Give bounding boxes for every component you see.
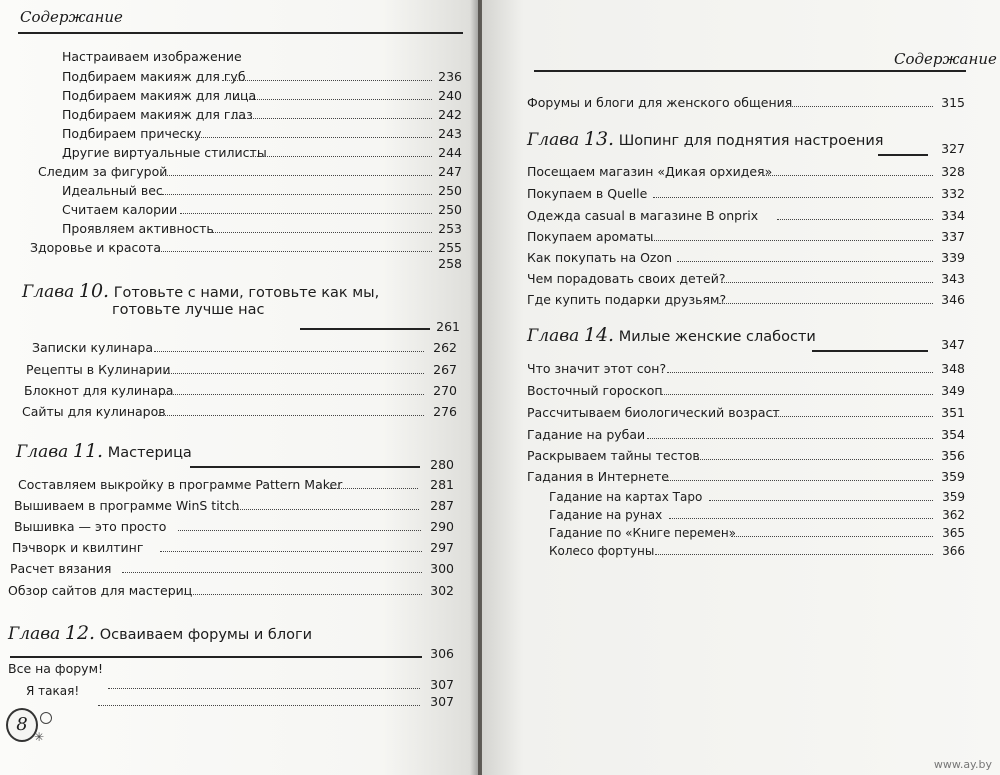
toc-entry-title: Гадание по «Книге перемен» (549, 526, 737, 540)
dot-leader (651, 240, 933, 241)
toc-entry (62, 68, 462, 84)
chapter-10-heading-line2 (112, 302, 264, 318)
dot-leader (122, 572, 422, 573)
toc-entry-page-only (8, 693, 454, 709)
toc-entry-title: Все на форум! (8, 661, 104, 676)
chapter-page: 280 (430, 457, 454, 472)
toc-entry (527, 94, 965, 110)
chapter-page: 327 (941, 141, 965, 156)
dot-leader (154, 351, 424, 352)
watermark: www.ay.by (933, 758, 992, 771)
toc-entry-title: Записки кулинара (32, 340, 153, 355)
toc-entry (527, 207, 965, 223)
toc-entry-page: 287 (430, 498, 454, 513)
toc-subentry (549, 525, 965, 540)
toc-entry (527, 404, 965, 420)
toc-entry-title: Покупаем в Quelle (527, 186, 648, 201)
chapter-word: Глава (16, 442, 69, 462)
toc-entry-page: 366 (942, 544, 965, 558)
toc-entry-title: Покупаем ароматы (527, 229, 654, 244)
dot-leader (232, 118, 432, 119)
dot-leader (771, 416, 933, 417)
dot-leader (777, 219, 933, 220)
chapter-number: 13 (583, 128, 609, 150)
dot-leader (160, 551, 422, 552)
toc-entry-page: 247 (438, 164, 462, 179)
toc-entry-title: Я такая! (26, 684, 80, 698)
dot-leader (697, 459, 933, 460)
dot-leader (222, 80, 432, 81)
dot-leader (250, 156, 432, 157)
toc-entry (24, 382, 457, 398)
toc-entry-title: Вышиваем в программе WinS titch (14, 498, 240, 513)
toc-entry-title: Подбираем макияж для губ (62, 69, 246, 84)
toc-entry-title: Блокнот для кулинара (24, 383, 174, 398)
toc-entry-title: Как покупать на Ozon (527, 250, 673, 265)
toc-entry-title: Рассчитываем биологический возраст (527, 405, 780, 420)
toc-entry-title: Следим за фигурой (38, 164, 168, 179)
dot-leader (709, 500, 933, 501)
dot-leader (669, 518, 933, 519)
toc-entry-title: Идеальный вес (62, 183, 163, 198)
toc-entry-page: 307 (430, 677, 454, 692)
dot-leader (647, 438, 933, 439)
toc-entry (32, 339, 457, 355)
toc-entry (62, 106, 462, 122)
toc-entry (527, 270, 965, 286)
toc-entry-page: 337 (941, 229, 965, 244)
toc-entry (30, 255, 462, 271)
toc-entry-title: Чем порадовать своих детей? (527, 271, 726, 286)
chapter-word: Глава (527, 130, 580, 150)
toc-entry-page: 253 (438, 221, 462, 236)
page-number-badge: 8 (6, 708, 38, 742)
chapter-word: Глава (22, 282, 75, 302)
dot-leader (164, 373, 424, 374)
toc-entry-title: Гадание на рубаи (527, 427, 646, 442)
toc-entry-title: Форумы и блоги для женского общения (527, 95, 793, 110)
toc-entry-title: Где купить подарки друзьям? (527, 292, 727, 307)
chapter-page-row (527, 140, 965, 156)
toc-entry-title: Гадание на рунах (549, 508, 663, 522)
toc-subentry (549, 543, 965, 558)
dot-leader (158, 251, 432, 252)
dot-leader (719, 303, 933, 304)
chapter-number: 14 (583, 324, 609, 346)
toc-entry-page: 281 (430, 477, 454, 492)
toc-entry-page: 262 (433, 340, 457, 355)
chapter-title: Готовьте с нами, готовьте как мы, (113, 285, 380, 301)
toc-entry-title: Сайты для кулинаров (22, 404, 166, 419)
dot-leader (158, 415, 424, 416)
toc-entry-page: 348 (941, 361, 965, 376)
toc-entry (18, 476, 454, 492)
toc-entry-page: 240 (438, 88, 462, 103)
dot-leader (180, 213, 432, 214)
toc-entry (30, 239, 462, 255)
toc-entry-title: Подбираем макияж для лица (62, 88, 257, 103)
toc-entry-page: 258 (438, 256, 462, 271)
chapter-number: 11 (72, 440, 98, 462)
chapter-12-heading: Глава 12. Осваиваем форумы и блоги (8, 622, 313, 644)
toc-entry-page: 328 (941, 164, 965, 179)
toc-entry (527, 249, 965, 265)
toc-entry-page: 359 (942, 490, 965, 504)
toc-entry (10, 560, 454, 576)
toc-entry-page: 349 (941, 383, 965, 398)
chapter-13-heading: Глава 13. Шопинг для поднятия настроения (527, 128, 884, 150)
right-header-rule (534, 70, 966, 72)
dot-leader (667, 480, 933, 481)
dot-leader (721, 282, 933, 283)
toc-entry-page: 346 (941, 292, 965, 307)
toc-entry-page: 334 (941, 208, 965, 223)
toc-entry (527, 185, 965, 201)
chapter-11-heading: Глава 11. Мастерица (16, 440, 192, 462)
dot-leader (763, 175, 933, 176)
dot-leader (785, 106, 933, 107)
dot-leader (330, 488, 418, 489)
toc-entry-title: Что значит этот сон? (527, 361, 667, 376)
toc-entry (62, 48, 462, 64)
toc-entry-page: 244 (438, 145, 462, 160)
toc-entry (14, 518, 454, 534)
chapter-page-row (527, 336, 965, 352)
dot-leader (677, 261, 933, 262)
dot-leader (667, 372, 933, 373)
toc-entry-title: Гадание на картах Таро (549, 490, 703, 504)
toc-entry (14, 497, 454, 513)
toc-subentry (549, 507, 965, 522)
toc-entry (527, 382, 965, 398)
toc-entry-page: 236 (438, 69, 462, 84)
toc-entry-title: Подбираем макияж для глаз (62, 107, 253, 122)
toc-entry-page: 332 (941, 186, 965, 201)
toc-entry (62, 144, 462, 160)
toc-entry-page: 365 (942, 526, 965, 540)
toc-entry-title: Обзор сайтов для мастериц (8, 583, 193, 598)
toc-entry-title: Считаем калории (62, 202, 178, 217)
ornament-circle-icon (40, 712, 52, 724)
toc-entry-page: 297 (430, 540, 454, 555)
toc-entry-page: 343 (941, 271, 965, 286)
toc-entry (62, 201, 462, 217)
toc-entry-page: 302 (430, 583, 454, 598)
toc-subentry (549, 489, 965, 504)
toc-entry (26, 361, 457, 377)
toc-entry-page: 242 (438, 107, 462, 122)
right-page (482, 0, 1000, 775)
toc-entry-page: 359 (941, 469, 965, 484)
toc-entry-page: 354 (941, 427, 965, 442)
toc-entry-title: Рецепты в Кулинарии (26, 362, 171, 377)
chapter-page-row (8, 645, 454, 661)
toc-entry-page: 290 (430, 519, 454, 534)
chapter-page: 306 (430, 646, 454, 661)
toc-entry-title: Пэчворк и квилтинг (12, 540, 144, 555)
toc-entry-page: 243 (438, 126, 462, 141)
toc-entry-title: Вышивка — это просто (14, 519, 167, 534)
chapter-title: Осваиваем форумы и блоги (99, 627, 313, 643)
toc-entry-title: Подбираем прическу (62, 126, 202, 141)
chapter-page-row (22, 318, 460, 334)
toc-entry-page: 315 (941, 95, 965, 110)
dot-leader (661, 394, 933, 395)
chapter-title: Милые женские слабости (618, 329, 816, 345)
chapter-10-heading: Глава 10. Готовьте с нами, готовьте как мы, (22, 280, 380, 302)
dot-leader (98, 705, 420, 706)
chapter-14-heading: Глава 14. Милые женские слабости (527, 324, 816, 346)
toc-entry-title: Настраиваем изображение (62, 49, 242, 64)
toc-entry (62, 182, 462, 198)
toc-entry-title: Расчет вязания (10, 561, 112, 576)
toc-entry-page: 250 (438, 183, 462, 198)
dot-leader (184, 594, 422, 595)
toc-entry-title: Здоровье и красота (30, 240, 161, 255)
toc-entry (62, 220, 462, 236)
toc-entry (527, 468, 965, 484)
toc-entry (38, 163, 462, 179)
left-header-rule (18, 32, 463, 34)
toc-entry (527, 228, 965, 244)
toc-entry-title: Одежда casual в магазине В onprix (527, 208, 759, 223)
ornament-star-icon: ✳ (34, 730, 45, 744)
toc-entry-page: 270 (433, 383, 457, 398)
dot-leader (162, 194, 432, 195)
toc-entry-title: Колесо фортуны (549, 544, 655, 558)
toc-entry-page: 300 (430, 561, 454, 576)
toc-entry-page: 276 (433, 404, 457, 419)
toc-entry-title: Другие виртуальные стилисты (62, 145, 267, 160)
dot-leader (653, 197, 933, 198)
toc-entry-title: Посещаем магазин «Дикая орхидея» (527, 164, 773, 179)
dot-leader (234, 509, 419, 510)
toc-entry (62, 125, 462, 141)
toc-entry (62, 87, 462, 103)
dot-leader (212, 232, 432, 233)
toc-entry (527, 360, 965, 376)
toc-entry-page: 307 (430, 694, 454, 709)
toc-entry-title: Проявляем активность (62, 221, 214, 236)
toc-entry-title: Восточный гороскоп (527, 383, 663, 398)
toc-entry-page: 362 (942, 508, 965, 522)
dot-leader (160, 394, 424, 395)
toc-entry (527, 426, 965, 442)
chapter-page: 261 (436, 319, 460, 334)
chapter-word: Глава (8, 624, 61, 644)
toc-entry (8, 582, 454, 598)
dot-leader (160, 175, 432, 176)
toc-entry-page: 267 (433, 362, 457, 377)
chapter-number: 12 (64, 622, 90, 644)
toc-entry-page: 250 (438, 202, 462, 217)
left-page (0, 0, 478, 775)
toc-entry-page: 351 (941, 405, 965, 420)
toc-entry-page: 356 (941, 448, 965, 463)
dot-leader (731, 536, 933, 537)
dot-leader (655, 554, 933, 555)
left-header: Содержание (20, 8, 123, 26)
toc-entry-page: 255 (438, 240, 462, 255)
dot-leader (234, 99, 432, 100)
toc-entry (527, 163, 965, 179)
right-header: Содержание (894, 50, 997, 68)
toc-entry-title: Раскрываем тайны тестов (527, 448, 700, 463)
dot-leader (190, 137, 432, 138)
chapter-title: Шопинг для поднятия настроения (618, 133, 884, 149)
chapter-title-line2: готовьте лучше нас (112, 302, 265, 318)
toc-entry-title: Гадания в Интернете (527, 469, 669, 484)
toc-entry (527, 447, 965, 463)
chapter-word: Глава (527, 326, 580, 346)
chapter-page: 347 (941, 337, 965, 352)
toc-entry-page: 339 (941, 250, 965, 265)
toc-entry (8, 660, 454, 676)
chapter-page-row (16, 456, 454, 472)
toc-entry (12, 539, 454, 555)
toc-entry (22, 403, 457, 419)
toc-entry (527, 291, 965, 307)
dot-leader (178, 530, 421, 531)
toc-entry-title: Составляем выкройку в программе Pattern Maker (18, 477, 343, 492)
chapter-number: 10 (78, 280, 104, 302)
chapter-title: Мастерица (107, 445, 192, 461)
